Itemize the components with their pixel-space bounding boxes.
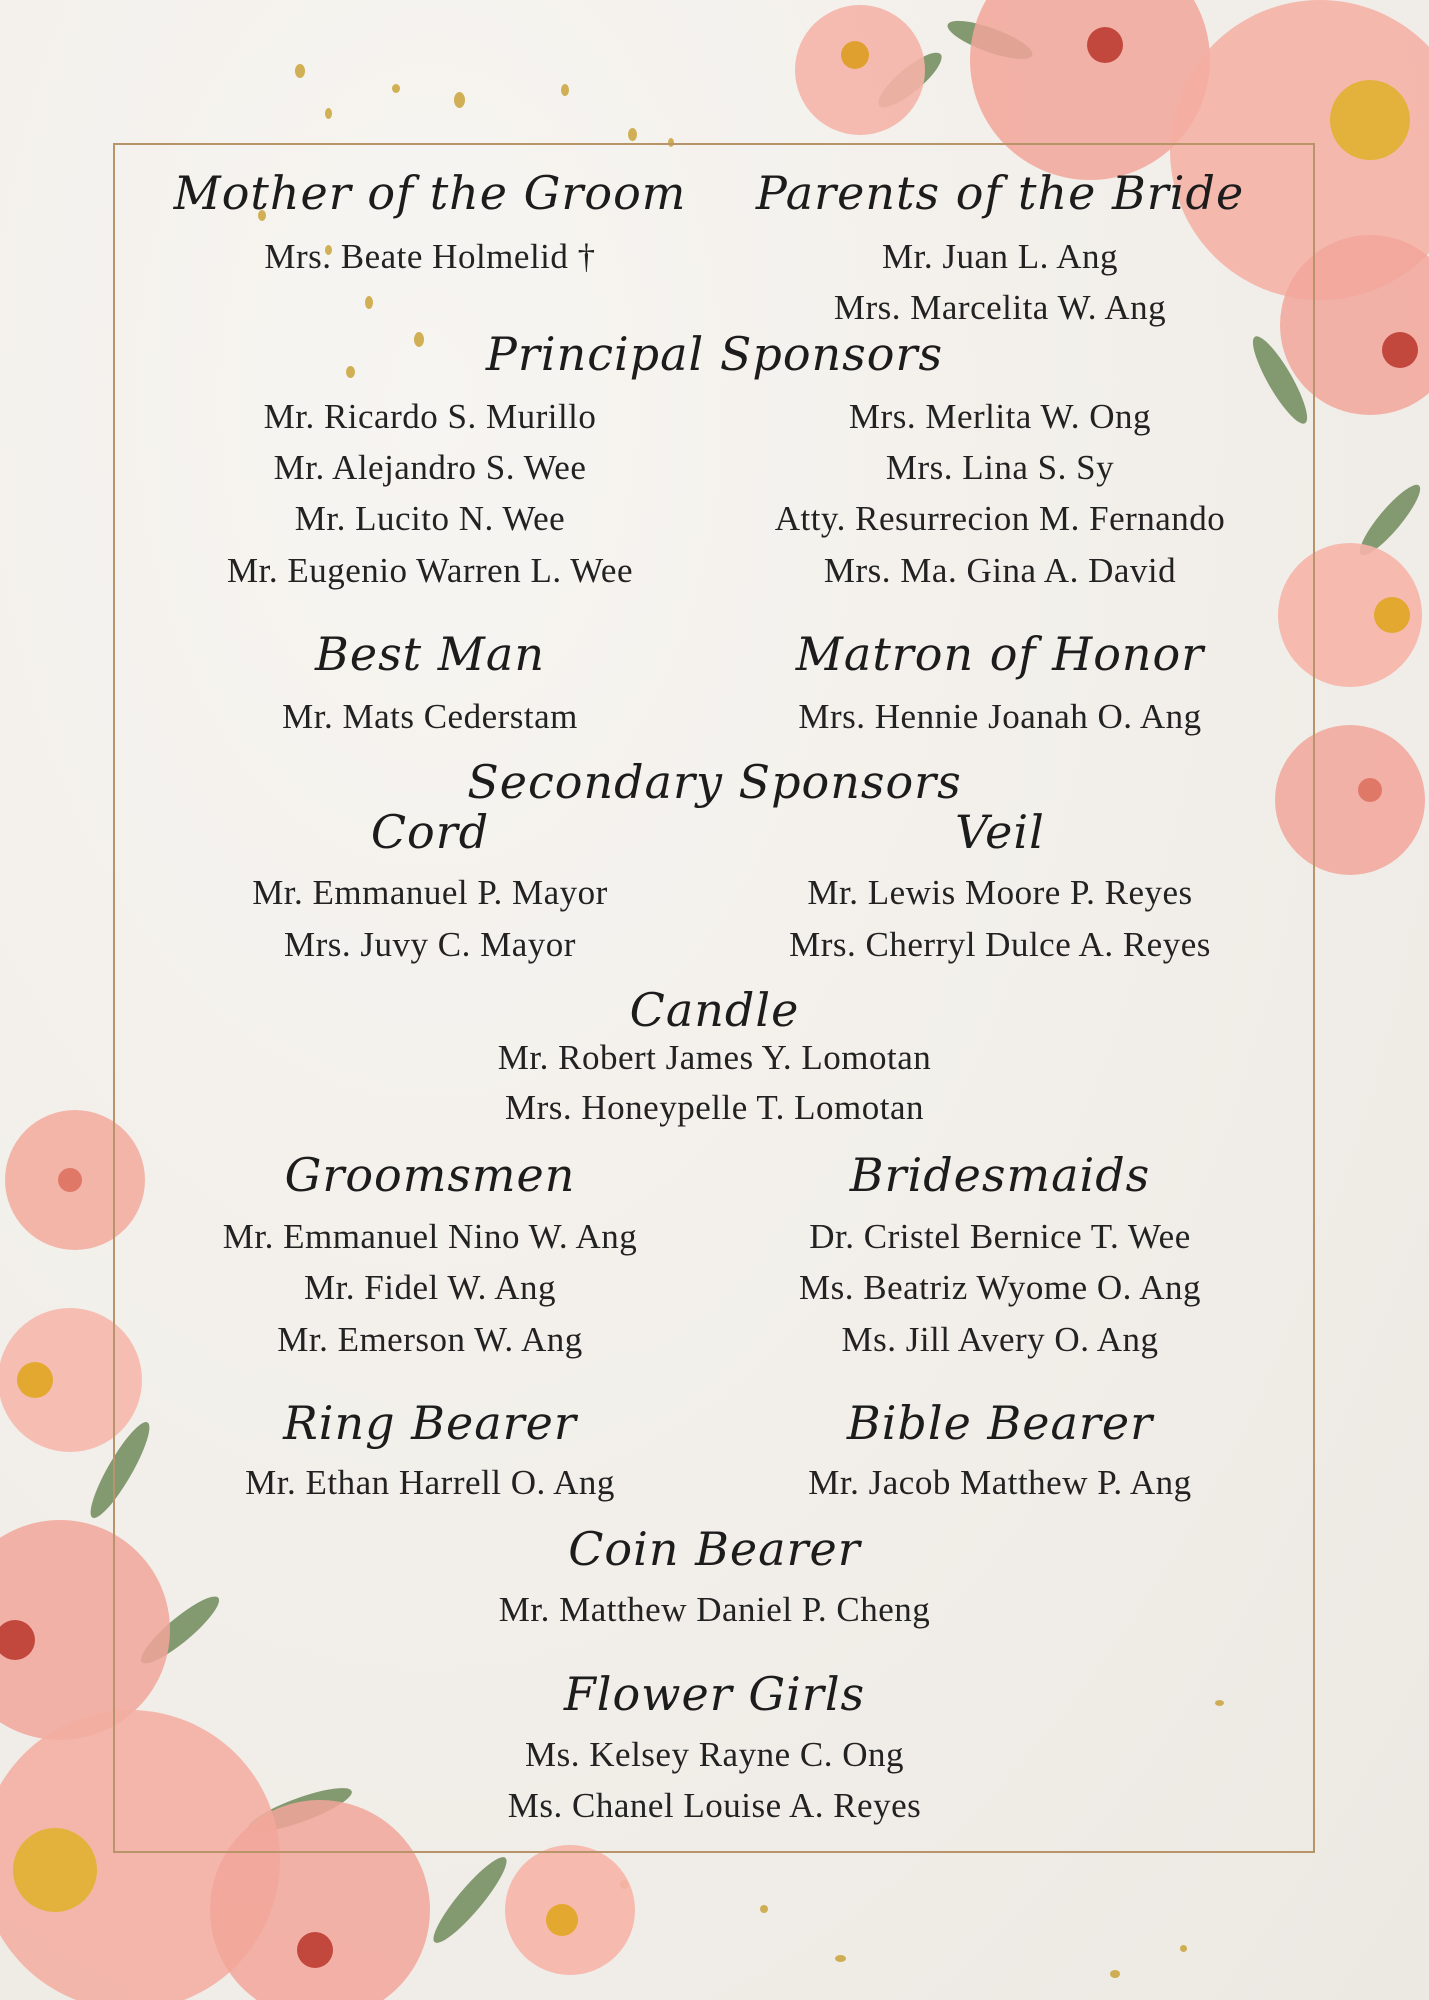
matron-of-honor-name: Mrs. Hennie Joanah O. Ang <box>798 697 1202 736</box>
candle-heading: Candle <box>629 983 800 1037</box>
groomsmen-heading: Groomsmen <box>284 1148 576 1202</box>
veil-name-1: Mr. Lewis Moore P. Reyes <box>807 873 1193 912</box>
bible-bearer-heading: Bible Bearer <box>846 1396 1154 1450</box>
ring-bearer-name: Mr. Ethan Harrell O. Ang <box>245 1463 615 1502</box>
veil-heading: Veil <box>955 805 1045 859</box>
best-man-name: Mr. Mats Cederstam <box>282 697 578 736</box>
coin-bearer-name: Mr. Matthew Daniel P. Cheng <box>498 1590 931 1629</box>
groomsman-name-1: Mr. Emmanuel Nino W. Ang <box>222 1217 638 1256</box>
principal-sponsor-left-3: Mr. Lucito N. Wee <box>294 499 566 538</box>
principal-sponsors-heading: Principal Sponsors <box>485 327 944 381</box>
parents-of-bride-heading: Parents of the Bride <box>755 166 1245 220</box>
coin-bearer-heading: Coin Bearer <box>568 1522 861 1576</box>
candle-name-1: Mr. Robert James Y. Lomotan <box>497 1038 932 1077</box>
parents-of-bride-name-2: Mrs. Marcelita W. Ang <box>833 288 1167 327</box>
principal-sponsor-left-2: Mr. Alejandro S. Wee <box>273 448 587 487</box>
principal-sponsor-left-1: Mr. Ricardo S. Murillo <box>263 397 597 436</box>
candle-name-2: Mrs. Honeypelle T. Lomotan <box>505 1088 924 1127</box>
cord-name-2: Mrs. Juvy C. Mayor <box>284 925 576 964</box>
secondary-sponsors-heading: Secondary Sponsors <box>467 755 962 809</box>
flower-girls-heading: Flower Girls <box>563 1667 866 1721</box>
bridesmaid-name-2: Ms. Beatriz Wyome O. Ang <box>799 1268 1201 1307</box>
matron-of-honor-heading: Matron of Honor <box>795 627 1205 681</box>
bridesmaid-name-1: Dr. Cristel Bernice T. Wee <box>809 1217 1191 1256</box>
principal-sponsor-right-3: Atty. Resurrecion M. Fernando <box>774 499 1226 538</box>
ring-bearer-heading: Ring Bearer <box>283 1396 577 1450</box>
parents-of-bride-name-1: Mr. Juan L. Ang <box>882 237 1118 276</box>
groomsman-name-3: Mr. Emerson W. Ang <box>277 1320 583 1359</box>
flower-girl-name-2: Ms. Chanel Louise A. Reyes <box>507 1786 922 1825</box>
cord-name-1: Mr. Emmanuel P. Mayor <box>252 873 608 912</box>
principal-sponsor-right-4: Mrs. Ma. Gina A. David <box>823 551 1177 590</box>
best-man-heading: Best Man <box>315 627 545 681</box>
groomsman-name-2: Mr. Fidel W. Ang <box>303 1268 557 1307</box>
principal-sponsor-left-4: Mr. Eugenio Warren L. Wee <box>226 551 633 590</box>
flower-girl-name-1: Ms. Kelsey Rayne C. Ong <box>525 1735 904 1774</box>
bible-bearer-name: Mr. Jacob Matthew P. Ang <box>808 1463 1192 1502</box>
mother-of-groom-name: Mrs. Beate Holmelid † <box>264 237 596 276</box>
mother-of-groom-heading: Mother of the Groom <box>173 166 687 220</box>
veil-name-2: Mrs. Cherryl Dulce A. Reyes <box>789 925 1211 964</box>
cord-heading: Cord <box>370 805 490 859</box>
principal-sponsor-right-1: Mrs. Merlita W. Ong <box>848 397 1152 436</box>
principal-sponsor-right-2: Mrs. Lina S. Sy <box>885 448 1115 487</box>
bridesmaids-heading: Bridesmaids <box>849 1148 1151 1202</box>
bridesmaid-name-3: Ms. Jill Avery O. Ang <box>841 1320 1159 1359</box>
